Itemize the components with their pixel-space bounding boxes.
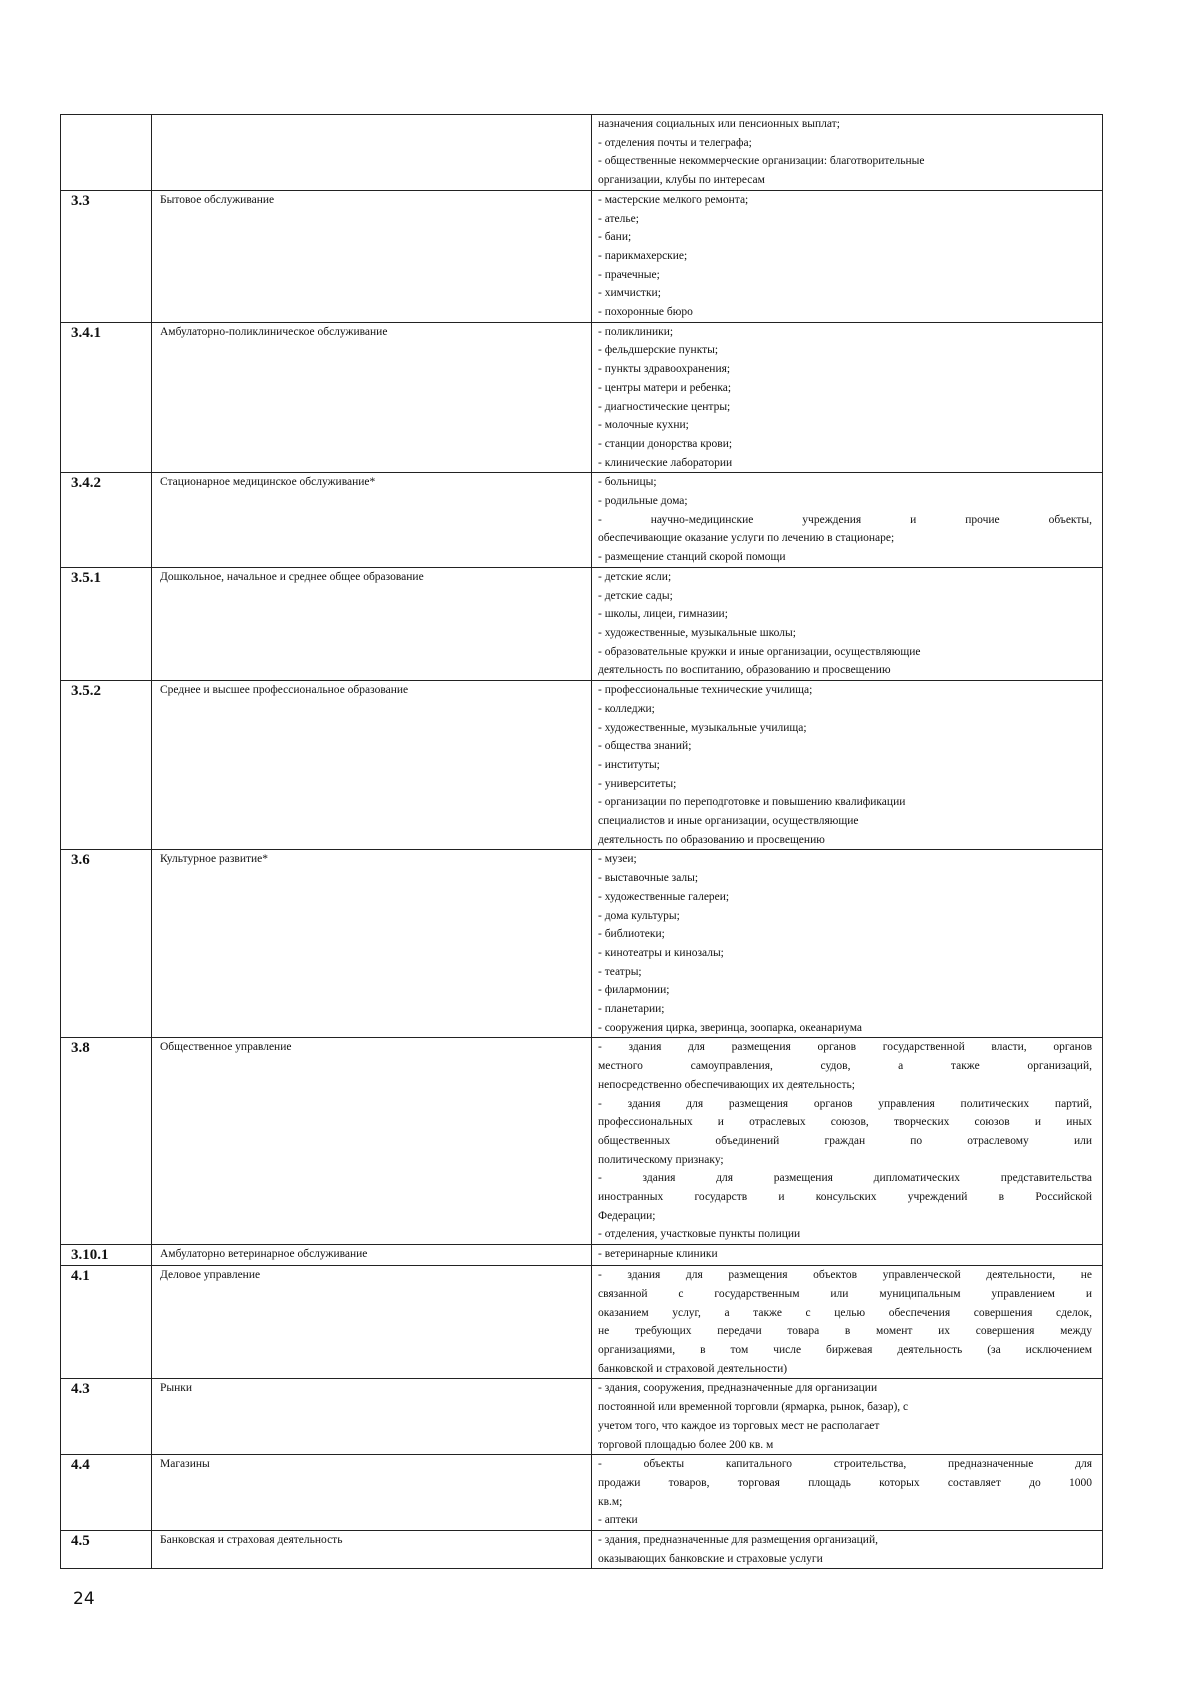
description-line: - здания для размещения органов государственной власти, органов	[598, 1041, 1092, 1054]
row-code: 3.4.1	[61, 322, 152, 473]
description-line: торговой площадью более 200 кв. м	[598, 1438, 774, 1451]
row-code: 3.8	[61, 1038, 152, 1245]
description-line: - школы, лицеи, гимназии;	[598, 608, 728, 621]
description-line: - художественные галереи;	[598, 890, 730, 903]
description-line: - выставочные залы;	[598, 872, 699, 885]
description-line: кв.м;	[598, 1495, 623, 1508]
description-line: - институты;	[598, 758, 660, 771]
table-row	[61, 1379, 1103, 1455]
description-line: Федерации;	[598, 1209, 656, 1222]
description-line: - организации по переподготовке и повышению квалификации	[598, 796, 906, 809]
description-line: связанной с государственным или муниципальным управлением и	[598, 1287, 1092, 1300]
description-line: - станции донорства крови;	[598, 437, 733, 450]
row-code: 4.4	[61, 1455, 152, 1531]
row-name: Амбулаторно-поликлиническое обслуживание	[152, 322, 592, 473]
description-line: - ветеринарные клиники	[598, 1248, 718, 1261]
description-line: - здания, сооружения, предназначенные для организации	[598, 1382, 878, 1395]
row-code: 3.10.1	[61, 1245, 152, 1266]
description-line: - здания для размещения объектов управленческой деятельности, не	[598, 1269, 1092, 1282]
row-name: Общественное управление	[152, 1038, 592, 1245]
description-line: учетом того, что каждое из торговых мест не располагает	[598, 1419, 880, 1432]
description-line: - колледжи;	[598, 702, 655, 715]
description-line: - центры матери и ребенка;	[598, 381, 732, 394]
row-description	[592, 1379, 1103, 1455]
description-line: - детские ясли;	[598, 570, 672, 583]
description-line: - бани;	[598, 231, 632, 244]
row-description	[592, 681, 1103, 850]
row-code: 4.5	[61, 1531, 152, 1569]
row-name: Дошкольное, начальное и среднее общее образование	[152, 567, 592, 680]
description-line: - детские сады;	[598, 589, 673, 602]
description-line: непосредственно обеспечивающих их деятельность;	[598, 1078, 855, 1091]
row-name: Бытовое обслуживание	[152, 190, 592, 322]
description-line: - планетарии;	[598, 1003, 665, 1016]
row-code: 3.3	[61, 190, 152, 322]
description-line: - родильные дома;	[598, 495, 688, 508]
description-line: оказывающих банковские и страховые услуги	[598, 1552, 823, 1565]
row-code: 3.6	[61, 850, 152, 1038]
description-line: оказанием услуг, а также с целью обеспечения совершения сделок,	[598, 1306, 1092, 1319]
description-line: - похоронные бюро	[598, 306, 693, 319]
description-line: - ателье;	[598, 212, 639, 225]
description-line: - художественные, музыкальные школы;	[598, 626, 796, 639]
row-description	[592, 567, 1103, 680]
row-description	[592, 115, 1103, 191]
description-line: - здания, предназначенные для размещения организаций,	[598, 1534, 878, 1547]
description-line: - кинотеатры и кинозалы;	[598, 946, 724, 959]
description-line: - пункты здравоохранения;	[598, 363, 731, 376]
row-code	[61, 115, 152, 191]
description-line: - профессиональные технические училища;	[598, 684, 813, 697]
description-line: - научно-медицинские учреждения и прочие объекты,	[598, 513, 1092, 526]
description-line: не требующих передачи товара в момент их совершения между	[598, 1325, 1092, 1338]
description-line: - театры;	[598, 965, 642, 978]
row-code: 4.3	[61, 1379, 152, 1455]
description-line: обеспечивающие оказание услуги по лечению в стационаре;	[598, 532, 895, 545]
row-name: Среднее и высшее профессиональное образование	[152, 681, 592, 850]
description-line: - больницы;	[598, 476, 657, 489]
description-line: - образовательные кружки и иные организации, осуществляющие	[598, 645, 921, 658]
row-code: 3.4.2	[61, 473, 152, 568]
row-description	[592, 1455, 1103, 1531]
description-line: специалистов и иные организации, осуществляющие	[598, 815, 859, 828]
description-line: - размещение станций скорой помощи	[598, 551, 786, 564]
table-body	[61, 115, 1103, 1569]
row-name: Стационарное медицинское обслуживание*	[152, 473, 592, 568]
description-line: - сооружения цирка, зверинца, зоопарка, океанариума	[598, 1021, 862, 1034]
row-name: Культурное развитие*	[152, 850, 592, 1038]
row-name: Амбулаторно ветеринарное обслуживание	[152, 1245, 592, 1266]
description-line: - здания для размещения органов управления политических партий,	[598, 1097, 1092, 1110]
table-row	[61, 1531, 1103, 1569]
row-description	[592, 473, 1103, 568]
description-line: продажи товаров, торговая площадь которых составляет до 1000	[598, 1476, 1092, 1489]
row-description	[592, 322, 1103, 473]
row-description	[592, 1531, 1103, 1569]
table-row	[61, 681, 1103, 850]
description-line: - отделения почты и телеграфа;	[598, 136, 752, 149]
land-use-table	[60, 114, 1103, 1569]
description-line: - объекты капитального строительства, предназначенные для	[598, 1458, 1092, 1471]
description-line: - прачечные;	[598, 268, 660, 281]
description-line: - аптеки	[598, 1514, 638, 1527]
row-description	[592, 850, 1103, 1038]
description-line: - дома культуры;	[598, 909, 680, 922]
description-line: - университеты;	[598, 777, 677, 790]
description-line: - фельдшерские пункты;	[598, 344, 719, 357]
description-line: политическому признаку;	[598, 1153, 724, 1166]
description-line: постоянной или временной торговли (ярмарка, рынок, базар), с	[598, 1401, 909, 1414]
table-row	[61, 1266, 1103, 1379]
description-line: - общественные некоммерческие организации: благотворительные	[598, 155, 925, 168]
description-line: - химчистки;	[598, 287, 661, 300]
table-row	[61, 1038, 1103, 1245]
row-name: Банковская и страховая деятельность	[152, 1531, 592, 1569]
table-row	[61, 567, 1103, 680]
row-name	[152, 115, 592, 191]
row-description	[592, 1038, 1103, 1245]
row-description	[592, 1245, 1103, 1266]
description-line: - поликлиники;	[598, 325, 674, 338]
description-line: организациями, в том числе биржевая деятельность (за исключением	[598, 1344, 1092, 1356]
table-row	[61, 1245, 1103, 1266]
description-line: - здания для размещения дипломатических представительства	[598, 1172, 1092, 1185]
page-number: 24	[73, 1589, 95, 1609]
description-line: - парикмахерские;	[598, 249, 688, 262]
row-code: 3.5.2	[61, 681, 152, 850]
table-row	[61, 322, 1103, 473]
row-name: Рынки	[152, 1379, 592, 1455]
description-line: банковской и страховой деятельности)	[598, 1362, 788, 1375]
description-line: - филармонии;	[598, 984, 670, 997]
row-description	[592, 1266, 1103, 1379]
row-code: 3.5.1	[61, 567, 152, 680]
description-line: - общества знаний;	[598, 740, 692, 753]
row-name: Деловое управление	[152, 1266, 592, 1379]
row-code: 4.1	[61, 1266, 152, 1379]
row-description	[592, 190, 1103, 322]
table-row	[61, 190, 1103, 322]
row-name: Магазины	[152, 1455, 592, 1531]
table-row	[61, 850, 1103, 1038]
description-line: - молочные кухни;	[598, 419, 689, 432]
description-line: организации, клубы по интересам	[598, 174, 765, 187]
description-line: деятельность по образованию и просвещению	[598, 833, 825, 846]
description-line: - художественные, музыкальные училища;	[598, 721, 807, 734]
description-line: - клинические лаборатории	[598, 456, 733, 469]
description-line: - мастерские мелкого ремонта;	[598, 193, 749, 206]
description-line: профессиональных и отраслевых союзов, творческих союзов и иных	[598, 1116, 1092, 1129]
table-row	[61, 115, 1103, 191]
description-line: - отделения, участковые пункты полиции	[598, 1228, 801, 1241]
description-line: деятельность по воспитанию, образованию и просвещению	[598, 664, 891, 677]
description-line: назначения социальных или пенсионных выплат;	[598, 118, 840, 130]
description-line: - библиотеки;	[598, 928, 665, 941]
description-line: местного самоуправления, судов, а также организаций,	[598, 1060, 1092, 1073]
table-row	[61, 473, 1103, 568]
description-line: - диагностические центры;	[598, 400, 731, 413]
description-line: - музеи;	[598, 853, 637, 866]
description-line: общественных объединений граждан по отраслевому или	[598, 1134, 1092, 1147]
description-line: иностранных государств и консульских учреждений в Российской	[598, 1191, 1092, 1204]
table-row	[61, 1455, 1103, 1531]
